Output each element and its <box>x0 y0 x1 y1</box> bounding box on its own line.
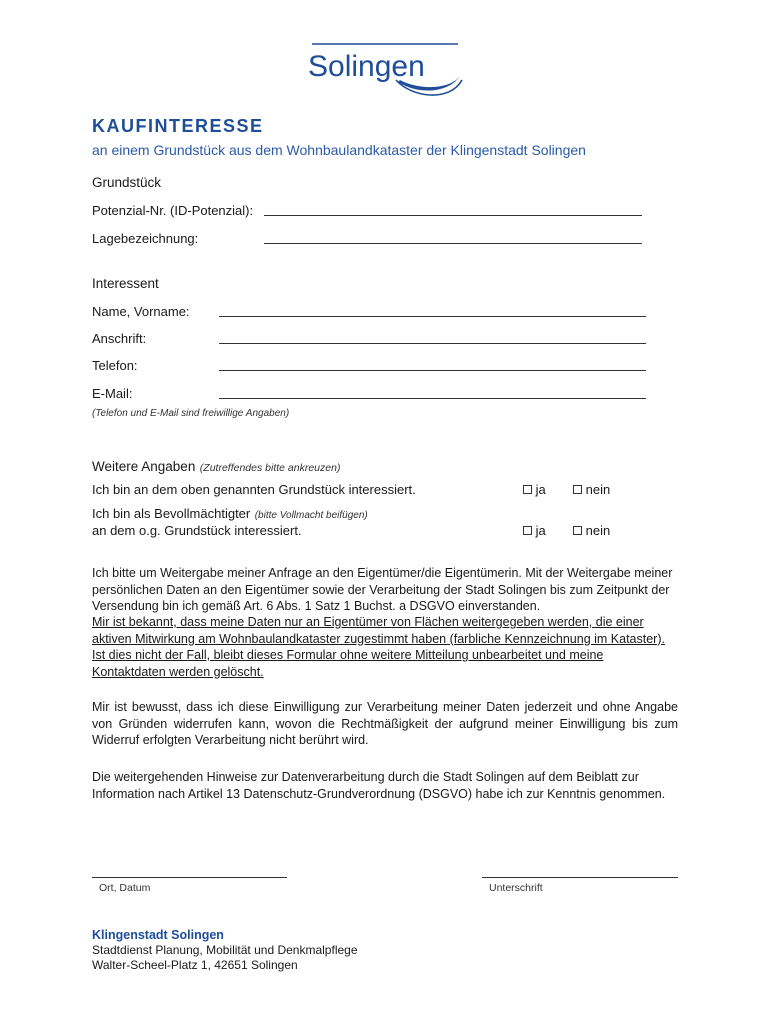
signature-label: Unterschrift <box>489 882 543 894</box>
q1-yes-label: ja <box>535 482 546 497</box>
place-date-line[interactable] <box>92 877 287 878</box>
name-label: Name, Vorname: <box>92 304 190 319</box>
consent-paragraph-1: Ich bitte um Weitergabe meiner Anfrage an den Eigentümer/die Eigentümerin. Mit der Weitergabe meiner persönlichen Daten an den Eigentümer sowie der Verarbeitung der Stadt Solingen bis zum Zeitpunkt der Versendung bin ich gemäß Art. 6 Abs. 1 Satz 1 Buchst. a DSGVO einverstanden. <box>92 566 673 613</box>
logo-text: Solingen <box>308 50 425 83</box>
footer-dept: Stadtdienst Planung, Mobilität und Denkmalpflege <box>92 943 358 957</box>
q2-line1-hint: (bitte Vollmacht beifügen) <box>254 510 368 521</box>
place-date-label: Ort, Datum <box>99 882 151 894</box>
weitere-angaben-heading: Weitere Angaben <box>92 459 196 474</box>
q2-no-checkbox[interactable] <box>573 526 582 535</box>
q1-yes-checkbox[interactable] <box>523 485 532 494</box>
q1-no-label: nein <box>585 482 611 497</box>
signature-line[interactable] <box>482 877 678 878</box>
consent-paragraph-3: Mir ist bewusst, dass ich diese Einwilligung zur Verarbeitung meiner Daten jederzeit und ohne Angabe von Gründen widerrufen kann, wovon die Rechtmäßigkeit der aufgrund meiner Einwilligung bis zum Widerruf erfolgten Verarbeitung nicht berührt wird. <box>92 700 678 747</box>
email-field[interactable] <box>219 398 646 399</box>
telefon-field[interactable] <box>219 370 646 371</box>
anschrift-label: Anschrift: <box>92 331 147 346</box>
telefon-label: Telefon: <box>92 358 138 373</box>
q2-yes-option[interactable] <box>523 523 546 538</box>
section-interessent-heading: Interessent <box>92 276 159 291</box>
q2-line1-text: Ich bin als Bevollmächtigter <box>92 506 251 521</box>
section-grundstueck-heading: Grundstück <box>92 175 162 190</box>
weitere-angaben-header <box>92 458 340 476</box>
q2-yes-checkbox[interactable] <box>523 526 532 535</box>
q1-text: Ich bin an dem oben genannten Grundstück interessiert. <box>92 482 416 497</box>
q1-no-option[interactable] <box>573 482 610 497</box>
consent-paragraph-4: Die weitergehenden Hinweise zur Datenverarbeitung durch die Stadt Solingen auf dem Beiblatt zur Information nach Artikel 13 Datenschutz-Grundverordnung (DSGVO) habe ich zur Kenntnis genommen. <box>92 770 666 801</box>
footer-org: Klingenstadt Solingen <box>92 928 224 942</box>
consent-paragraph-2: Mir ist bekannt, dass meine Daten nur an Eigentümer von Flächen weitergegeben werden, die einer aktiven Mitwirkung am Wohnbaulandkataster zugestimmt haben (farbliche Kennzeichnung im Kataster). Ist dies nicht der Fall, bleibt dieses Formular ohne weitere Mitteilung unbearbeitet und meine Kontaktdaten werden gelöscht. <box>92 615 665 679</box>
q1-yes-option[interactable] <box>523 482 546 497</box>
q2-no-option[interactable] <box>573 523 610 538</box>
q2-yes-label: ja <box>535 523 546 538</box>
solingen-logo <box>300 40 470 105</box>
q2-line1 <box>92 505 368 523</box>
weitere-angaben-hint: (Zutreffendes bitte ankreuzen) <box>199 462 341 474</box>
potenzial-nr-field[interactable] <box>264 215 642 216</box>
optional-note: (Telefon und E-Mail sind freiwillige Angaben) <box>92 408 290 419</box>
lagebezeichnung-field[interactable] <box>264 243 642 244</box>
potenzial-nr-label: Potenzial-Nr. (ID-Potenzial): <box>92 203 254 218</box>
lagebezeichnung-label: Lagebezeichnung: <box>92 231 199 246</box>
q2-no-label: nein <box>585 523 611 538</box>
anschrift-field[interactable] <box>219 343 646 344</box>
name-field[interactable] <box>219 316 646 317</box>
footer-address: Walter-Scheel-Platz 1, 42651 Solingen <box>92 958 298 972</box>
q2-line2: an dem o.g. Grundstück interessiert. <box>92 523 302 538</box>
email-label: E-Mail: <box>92 386 133 401</box>
page-title: KAUFINTERESSE <box>92 116 264 136</box>
q1-no-checkbox[interactable] <box>573 485 582 494</box>
page-subtitle: an einem Grundstück aus dem Wohnbaulandkataster der Klingenstadt Solingen <box>92 142 586 158</box>
